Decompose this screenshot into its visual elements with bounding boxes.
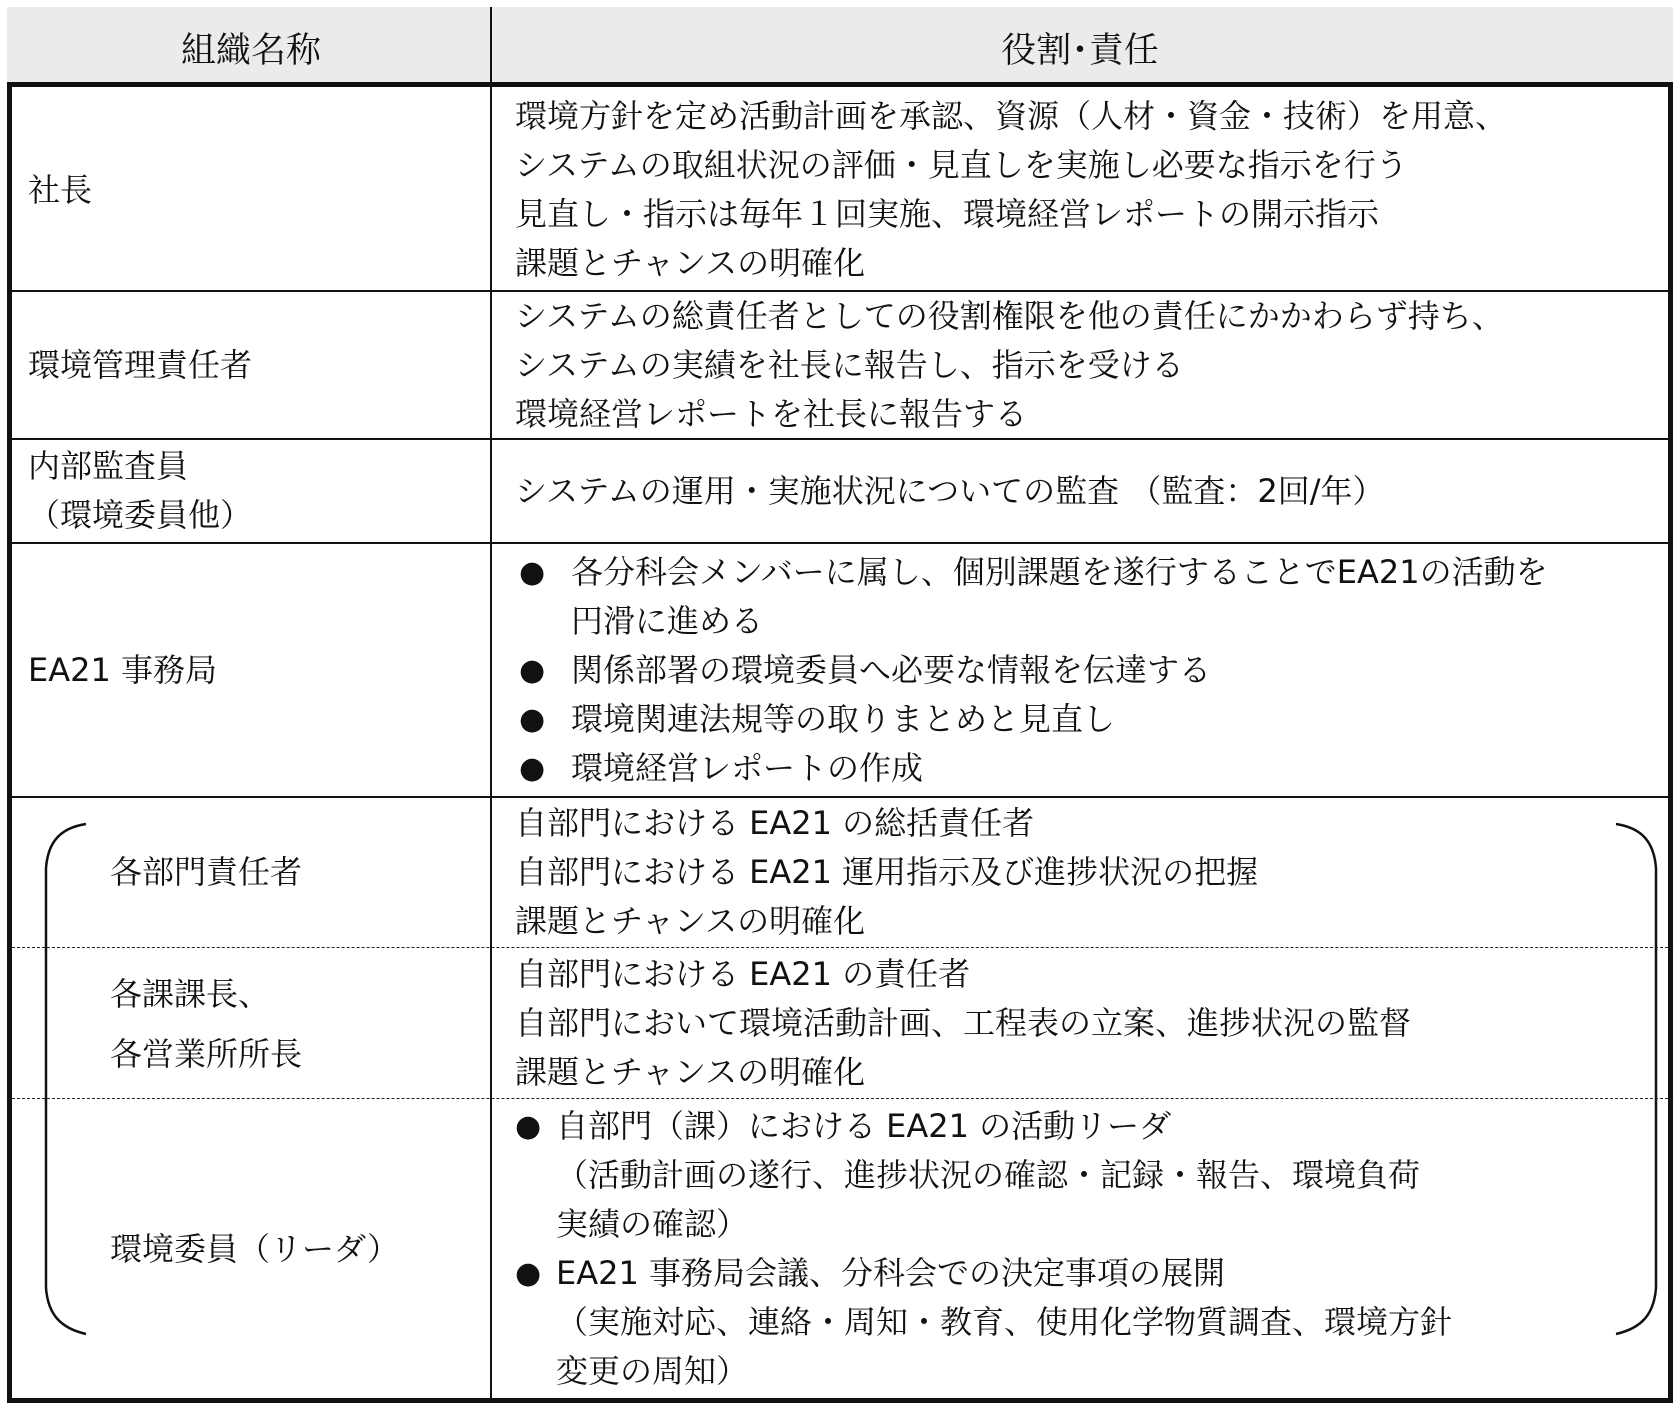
role-line: 課題とチャンスの明確化 — [515, 244, 866, 282]
role-line: 自部門における EA21 の総括責任者 — [515, 804, 1035, 842]
bullet-icon: ● — [519, 652, 546, 688]
table-row-role — [515, 798, 1665, 947]
org-name: 各課課長、 — [110, 974, 271, 1013]
table-row-name — [28, 949, 560, 1098]
role-line: システムの総責任者としての役割権限を他の責任にかかわらず持ち、 — [515, 296, 1504, 335]
bullet-item: ● 環境関連法規等の取りまとめと見直し — [515, 695, 1665, 744]
role-line: システムの実績を社長に報告し、指示を受ける — [515, 345, 1184, 384]
role-line: 課題とチャンスの明確化 — [515, 902, 866, 940]
role-line: システムの運用・実施状況についての監査 （監査：2回/年） — [515, 471, 1385, 510]
org-name: 各部門責任者 — [110, 853, 303, 891]
bullet-icon: ● — [519, 750, 546, 786]
dashed-row-divider — [7, 1098, 1673, 1099]
bullet-icon: ● — [515, 1109, 542, 1144]
bullet-continuation: 円滑に進める — [571, 601, 764, 640]
table-row-role — [515, 544, 1665, 796]
org-name: 環境委員（リーダ） — [110, 1229, 399, 1268]
role-line: 課題とチャンスの明確化 — [515, 1053, 866, 1091]
bullet-continuation: 実績の確認） — [556, 1205, 749, 1243]
table-row-role — [515, 949, 1665, 1098]
table-row-name — [28, 440, 478, 542]
table-row-role — [515, 1100, 1665, 1398]
bullet-item: ● 自部門（課）における EA21 の活動リーダ — [515, 1102, 1665, 1151]
role-line: 自部門における EA21 の責任者 — [515, 955, 971, 993]
bullet-continuation: （実施対応、連絡・周知・教育、使用化学物質調査、環境方針 — [556, 1303, 1453, 1341]
role-line: 自部門における EA21 運用指示及び進捗状況の把握 — [515, 853, 1259, 891]
org-name: EA21 事務局 — [28, 650, 218, 689]
org-name: 内部監査員 — [28, 447, 189, 485]
bullet-item: ● 各分科会メンバーに属し、個別課題を遂行することでEA21の活動を — [515, 548, 1665, 597]
bullet-item: ● 関係部署の環境委員へ必要な情報を伝達する — [515, 646, 1665, 695]
bullet-icon: ● — [515, 1256, 542, 1291]
role-line: 環境経営レポートを社長に報告する — [515, 394, 1028, 433]
header-role: 役割･責任 — [1001, 31, 1159, 71]
bullet-item: ● 環境経営レポートの作成 — [515, 744, 1665, 793]
bullet-item: ● EA21 事務局会議、分科会での決定事項の展開 — [515, 1249, 1665, 1298]
role-line: 見直し・指示は毎年１回実施、環境経営レポートの開示指示 — [515, 195, 1380, 233]
bullet-icon: ● — [519, 554, 546, 590]
org-name: （環境委員他） — [28, 496, 253, 534]
dashed-row-divider — [7, 947, 1673, 948]
role-line: 自部門において環境活動計画、工程表の立案、進捗状況の監督 — [515, 1004, 1412, 1042]
table-row-name — [28, 292, 478, 438]
bullet-continuation: （活動計画の遂行、進捗状況の確認・記録・報告、環境負荷 — [556, 1156, 1421, 1194]
right-bracket-icon — [1610, 820, 1670, 1340]
org-name: 社長 — [28, 170, 93, 209]
left-bracket-icon — [38, 820, 98, 1340]
table-row-name — [28, 798, 560, 947]
role-line: 環境方針を定め活動計画を承認、資源（人材・資金・技術）を用意、 — [515, 97, 1508, 135]
org-name: 環境管理責任者 — [28, 345, 253, 384]
bullet-icon: ● — [519, 701, 546, 737]
table-row-name — [28, 92, 478, 288]
table-row-name — [28, 1100, 560, 1398]
table-row-role — [515, 440, 1665, 542]
header-organization: 組織名称 — [180, 31, 321, 71]
table-row-name — [28, 544, 478, 796]
role-line: システムの取組状況の評価・見直しを実施し必要な指示を行う — [515, 146, 1408, 184]
org-name: 各営業所所長 — [110, 1034, 303, 1073]
table-row-role — [515, 92, 1665, 288]
bullet-continuation: 変更の周知） — [556, 1352, 749, 1390]
table-row-role — [515, 292, 1665, 438]
